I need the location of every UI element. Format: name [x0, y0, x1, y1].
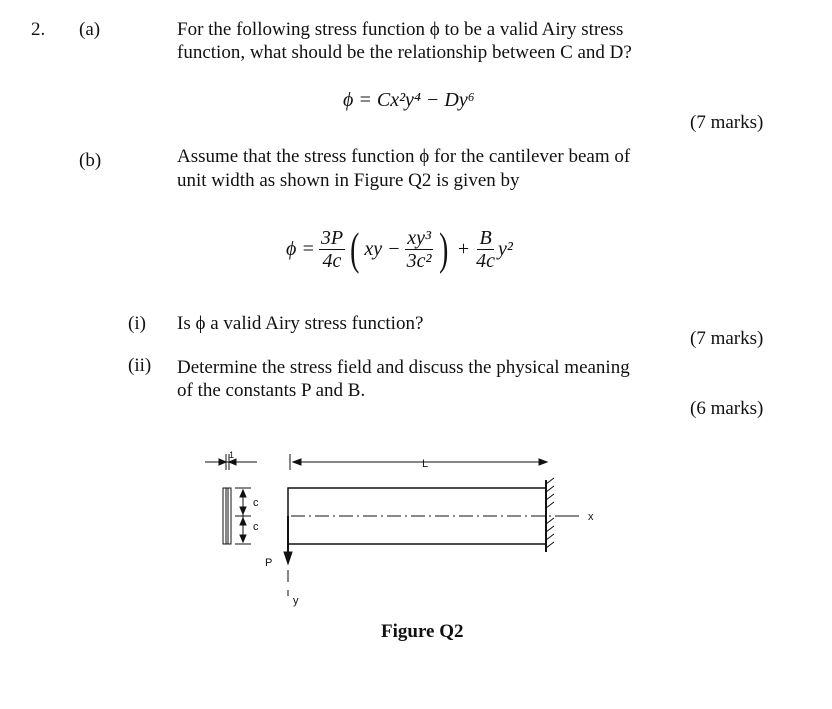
- cross-section-outer: [223, 488, 231, 544]
- label-one: 1: [229, 450, 235, 460]
- sub-ii-text-line1: Determine the stress field and discuss the physical meaning: [177, 357, 630, 378]
- dim-L-arrow-right: [539, 459, 547, 465]
- eq-frac3: [474, 227, 497, 272]
- eq-tail: y²: [498, 237, 513, 260]
- cross-section-inner: [226, 488, 228, 544]
- c-arrow-3: [240, 518, 246, 525]
- c-arrow-2: [240, 507, 246, 514]
- eq-lhs: ϕ =: [286, 237, 315, 260]
- label-x: x: [588, 511, 594, 523]
- label-y: y: [293, 595, 299, 607]
- eq-frac1: [319, 227, 345, 272]
- sub-i-label: (i): [128, 313, 146, 334]
- sub-i-text: Is ϕ a valid Airy stress function?: [177, 313, 424, 334]
- part-a-text-line1: For the following stress function ϕ to be a valid Airy stress: [177, 19, 624, 40]
- sub-i-marks: (7 marks): [690, 328, 764, 349]
- sub-ii-marks: (6 marks): [690, 398, 764, 419]
- part-b-text-line1: Assume that the stress function ϕ for the cantilever beam of: [177, 146, 631, 167]
- eq-frac2-num: xy³: [407, 226, 431, 249]
- eq-paren-right: ): [438, 223, 448, 274]
- eq-frac1-den: 4c: [322, 249, 342, 272]
- eq-plus: +: [457, 237, 470, 260]
- label-c-top: c: [253, 497, 259, 509]
- eq-frac2: [405, 227, 434, 272]
- sub-ii-label: (ii): [128, 355, 152, 376]
- part-b-label: (b): [79, 150, 102, 171]
- part-a-equation: ϕ = Cx²y⁴ − Dy⁶: [343, 89, 475, 111]
- label-L: L: [422, 458, 429, 470]
- width-arrow-left: [219, 459, 226, 465]
- sub-ii-text-line2: of the constants P and B.: [177, 380, 366, 401]
- part-a-text-line2: function, what should be the relationship between C and D?: [177, 42, 632, 63]
- dim-L-arrow-left: [293, 459, 301, 465]
- c-arrow-1: [240, 490, 246, 497]
- eq-paren-left: (: [350, 223, 360, 274]
- part-b-equation: [286, 223, 513, 274]
- eq-frac3-num: B: [479, 226, 492, 249]
- eq-frac2-den: 3c²: [406, 249, 432, 272]
- eq-term-xy: xy −: [364, 237, 401, 260]
- eq-frac3-den: 4c: [476, 249, 496, 272]
- label-P: P: [265, 557, 273, 569]
- part-b-text-line2: unit width as shown in Figure Q2 is given by: [177, 170, 520, 191]
- wall-hatching: [546, 478, 554, 548]
- question-number: 2.: [31, 19, 46, 40]
- part-a-marks: (7 marks): [690, 112, 764, 133]
- part-a-label: (a): [79, 19, 101, 40]
- c-arrow-4: [240, 535, 246, 542]
- figure-caption: Figure Q2: [381, 621, 464, 642]
- label-c-bottom: c: [253, 521, 259, 533]
- load-P-arrowhead: [284, 552, 292, 564]
- eq-frac1-num: 3P: [320, 226, 344, 249]
